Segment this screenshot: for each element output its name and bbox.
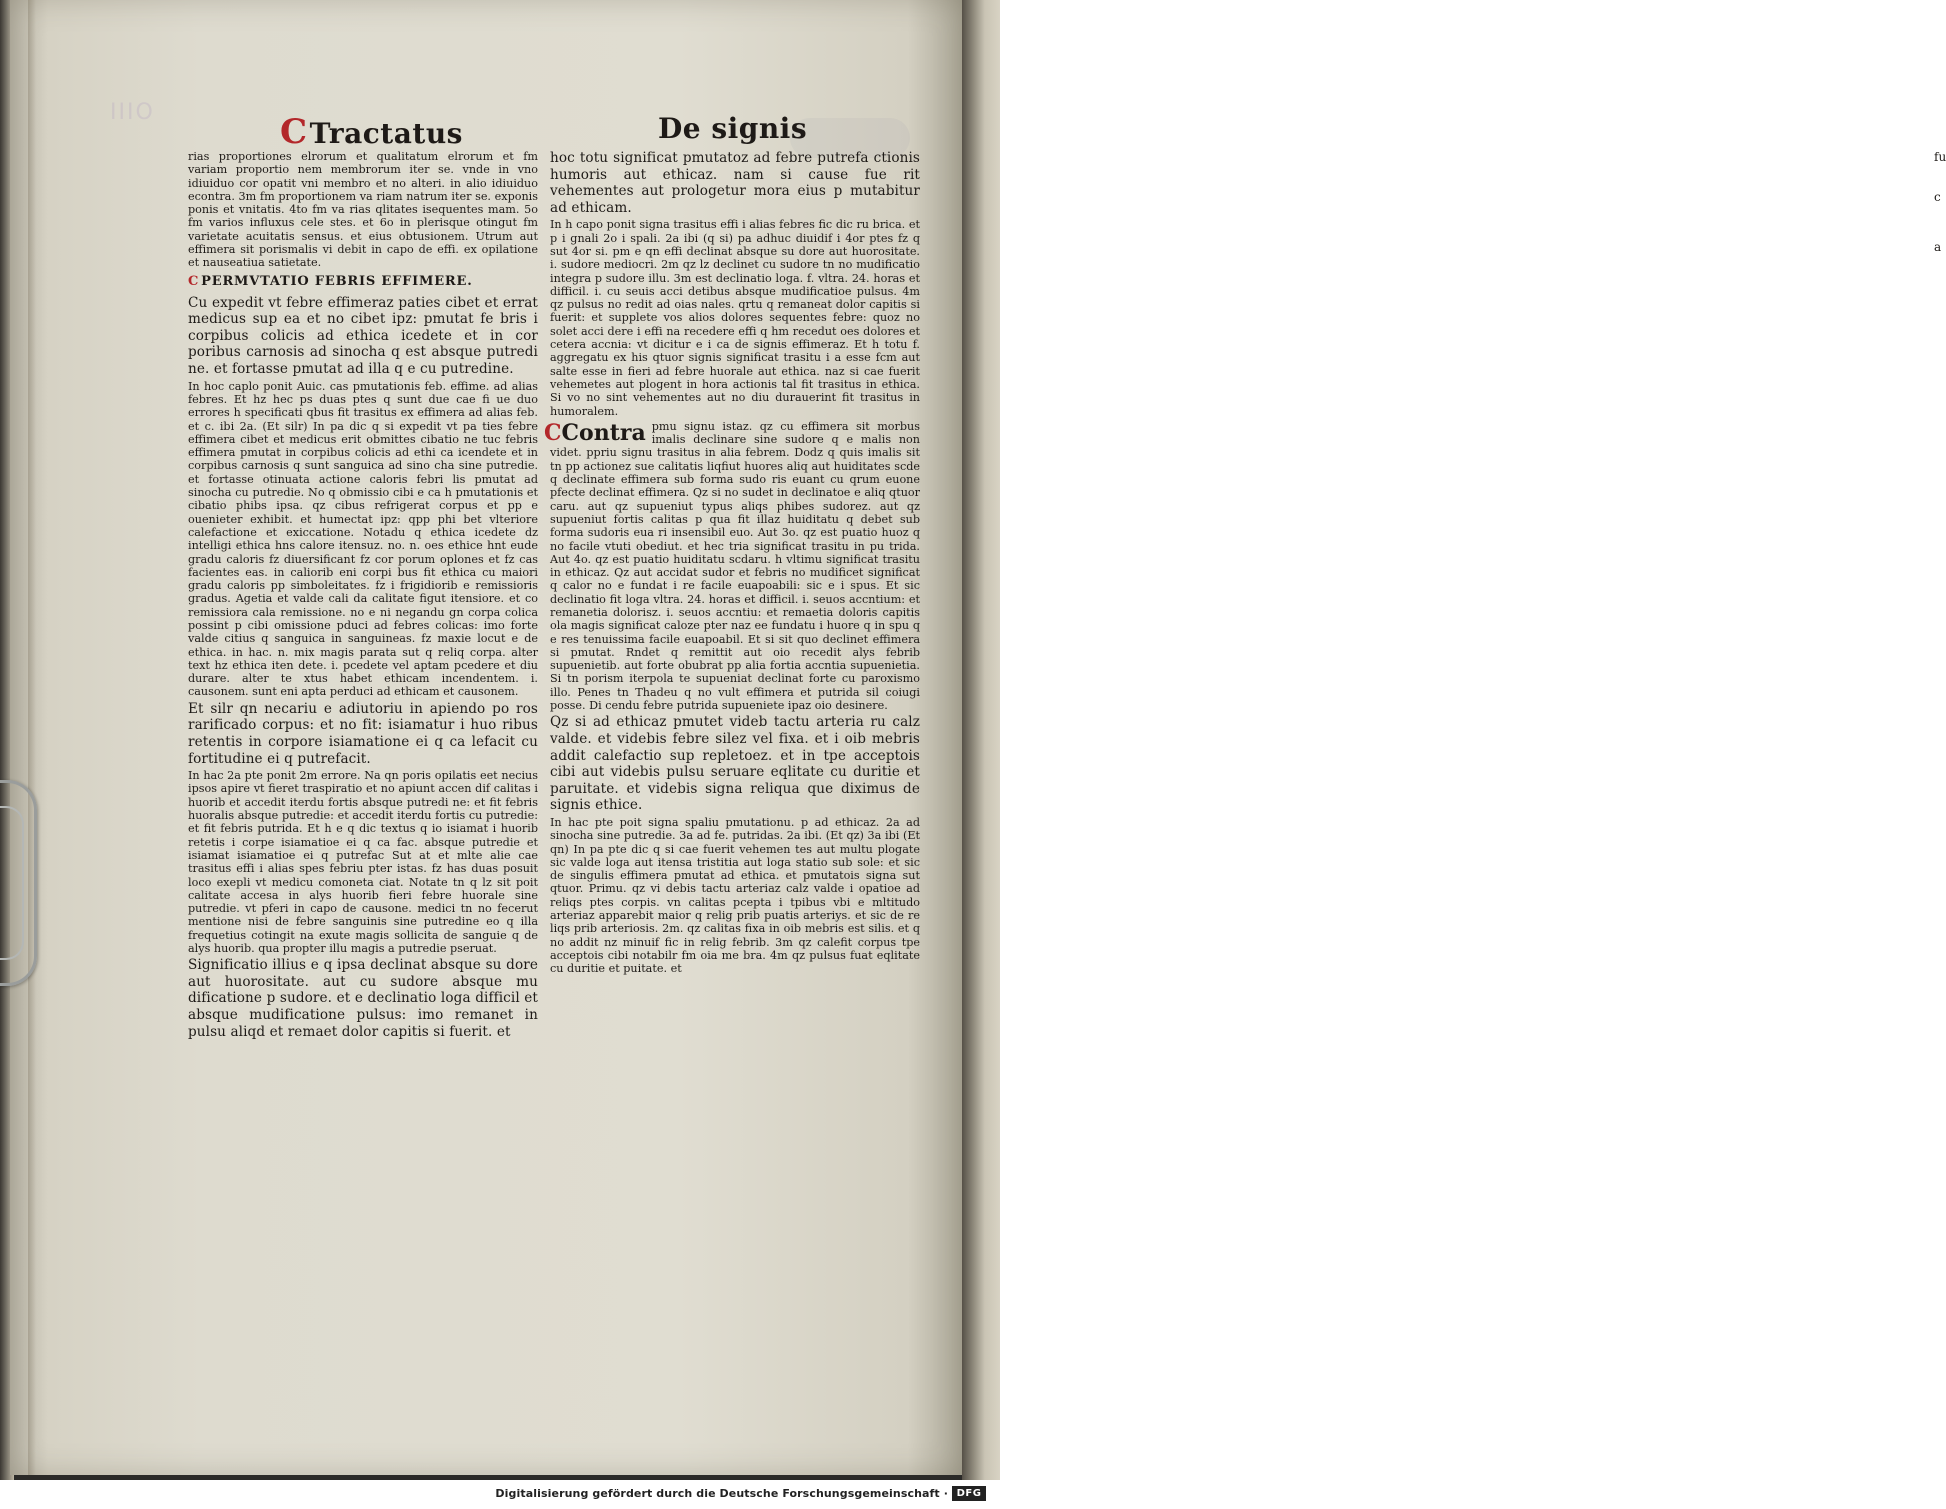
paragraph-text: hoc totu significat pmutatoz ad febre putrefa ctionis humoris aut ethicaz. nam si cause fue rit vehementes aut prologetur mora eius p mutabitur ad ethicam. (550, 150, 920, 216)
running-head-right-text: De signis (658, 112, 808, 145)
paragraph-text: Significatio illius e q ipsa declinat absque su dore aut huorositate. aut cu sudore absque mu dificatione p sudore. et e declinatio loga difficil et absque mudificatione pulsus: imo remanet in pulsu aliqd et remaet dolor capitis si fuerit. et (188, 957, 538, 1040)
text-passage (188, 295, 538, 378)
paragraph-text: rias proportiones elrorum et qualitatum elrorum et fm variam proportio nem membrorum iter se. vnde in vno idiuiduo cor opatit vni membro et no alteri. in alio idiuiduo econtra. 3m fm proportionem va riam natrum iter se. exponis ponis et vnitatis. 4to fm va rias qlitates isequentes mam. 5o fm varios influxus cele stes. et 6o in plerisque otingut fm varietate acuitatis sensus. et eius obtusionem. Utrum aut effimera sit porismalis vi debit in capo de effi. ex opilatione et nauseatiua satietate. (188, 150, 538, 270)
commentary-paragraph (188, 769, 538, 955)
running-head-left-text: Tractatus (309, 117, 463, 150)
commentary-paragraph (550, 218, 920, 417)
text-passage (188, 701, 538, 767)
running-head-left (280, 112, 463, 152)
running-head-right (658, 112, 807, 145)
dfg-logo: DFG (952, 1486, 986, 1501)
next-page-fragment: fu (1934, 150, 1946, 164)
text-passage (550, 150, 920, 216)
page-fold-shadow (28, 0, 36, 1475)
paragraph-text: pmu signu istaz. qz cu effimera sit morbus imalis declinare sine sudore q e malis non videt. ppriu signu trasitus in alia febrem. Dodz q quis imalis sit tn pp actionez sue calitatis liqfiut huores aliq aut huiditates scde q declinate effimera sub forma sudo ris euant cu qrum euone pfecte declinat effimera. Qz si no sudet in declinatoe e aliq qtuor caru. aut qz supueniut typus aliqs phibes sudorez. aut qz supueniut fortis calitas p qua fit illaz huiditatu q debet sub forma sudoris eua ri insensibil euo. Aut 3o. qz est puatio huoz q no facile vtuti obediut. et hec tria significat trasitu in pu trida. Aut 4o. qz est puatio huiditatu scdaru. h vltimu significat trasitu in ethicaz. Qz aut accidat sudor et febris no mudificet significat q calor no e fundat i re facile euapoabili: sic e i spus. Et sic declinatio fit loga vltra. 24. horas et difficil. i. seuos accntium: et remanetia dolorisz. i. seuos accntiu: et remaetia doloris capitis ola magis significat caloze pter naz ee fundatu i huore q in spu q e res tenuissima facile euapoabil. Et si sit quo declinet effimera si pmutat. Rndet q remittit aut oio recedit alys febrib supuenietib. aut forte obubrat pp alia fortia accntia supuenietia. Si tn porism iterpola te supueniat declinat forte cu paroxismo illo. Penes tn Thadeu q no vult effimera et putrida sil coiugi posse. Di cendu febre putrida supueniete ipaz oio desinere. (550, 419, 920, 713)
footer-bar (0, 1480, 1000, 1509)
rubric-mark: C (280, 112, 308, 152)
next-page-fragment: c (1934, 190, 1941, 204)
next-page-edge (962, 0, 1946, 1480)
section-heading-text: PERMVTATIO FEBRIS EFFIMERE. (201, 273, 473, 289)
rubric-mark: C (544, 419, 562, 446)
paragraph-text: In h capo ponit signa trasitus effi i alias febres fic dic ru brica. et p i gnali 2o i spali. 2a ibi (q si) pa adhuc diuidif i 4or ptes fz q sut 4or si. pm e qn effi declinat absque su dore aut huorositate. i. sudore mediocri. 2m qz lz declinet cu sudore tn no mudificatio integra p sudore illu. 3m est declinatio loga. f. vltra. 24. horas et difficil. i. cu seuis acci detibus absque mudificatioe pulsus. 4m qz pulsus no redit ad oias nales. qrtu q remaneat dolor capitis si fuerit: et supplete vos alios dolores sequentes febre: quoz no solet acci dere i effi na recedere effi q hm recedut oes dolores et cetera accnia: vt dicitur e i ca de signis effimeraz. Et h totu f. aggregatu ex his qtuor signis significat trasitu i a esse fcm aut salte esse in fieri ad febre huorale aut ethica. naz si cae fuerit vehemetes aut plogent in hora actionis tal fit trasitus in ethica. Si vo no sint vehementes aut no diu durauerint fit trasitus in humoralem. (550, 218, 920, 418)
next-page-fragment: a (1934, 240, 1942, 254)
text-passage (188, 957, 538, 1040)
contra-heading-text: Contra (561, 419, 646, 446)
paragraph-text: Cu expedit vt febre effimeraz paties cibet et errat medicus sup ea et no cibet ipz: pmutat fe bris i corpibus colicis ad ethica icedete et in cor poribus carnosis ad sinocha q est absque putredi ne. et fortasse pmutat ad illa q e cu putredine. (188, 294, 538, 378)
book-page (10, 0, 965, 1475)
text-passage (550, 714, 920, 814)
commentary-paragraph (188, 150, 538, 270)
paragraph-text: In hoc caplo ponit Auic. cas pmutationis feb. effime. ad alias febres. Et hz hec ps duas ptes q sunt due cae fi ue duo errores h specificati qbus fit trasitus ex effimera ad alias feb. et c. ibi 2a. (Et silr) In pa dic q si expedit vt pa ties febre effimera cibet et medicus erit obmittes cibatio ne tuc febris effimera pmutat in corpibus colicis ad ethi ca icendete et in corpibus carnosis q sunt sanguica ad sino cha sine putredie. et fortasse otinuata actione caloris febri lis pmutat ad sinocha cu putredie. No q obmissio cibi e ca h pmutationis et cibatio phibs ipsa. qz cibus refrigerat corpus et pp e ouenieter exhibit. et humectat ipz: qpp phi bet vlteriore calefactione et exiccatione. Notadu q ethica icedete dz intelligi ethica hns calore itensuz. no. n. oes ethice hnt eude gradu caloris fz diuersificant fz cor porum oplones et fz cas facientes eas. in caliorib eni corpi bus fit ethica cu maiori gradu caloris pp simboleitates. fz i frigidiorib e remissioris gradus. Agetia et valde cali da calitate figut itensiore. et co remissiora cala remissione. no e ni negandu gn corpa colica possint p cibi omissione pduci ad febres colicas: imo forte valde citius q sanguica in sanguineas. fz maxie locut e de ethica. in hac. n. mix magis parata sut q reliq corpa. alter text hz ethica iten dete. i. pcedete vel aptam pcedere et diu durare. alter te xtus habet ethicam incendentem. i. causonem. sunt eni apta perduci ad ethicam et causonem. (188, 379, 538, 699)
paragraph-text: Qz si ad ethicaz pmutet videb tactu arteria ru calz valde. et videbis febre silez vel fixa. et i oib mebris addit calefactio sup repletoez. et in tpe acceptois cibi aut videbis pulsu seruare eqlitate cu duritie et paruitate. et videbis signa reliqua que diximus de signis ethice. (550, 714, 920, 814)
footer-credit: Digitalisierung gefördert durch die Deutsche Forschungsgemeinschaft · (495, 1487, 948, 1500)
commentary-paragraph (188, 380, 538, 699)
paper-clip-inner (0, 806, 24, 960)
faint-stamp-mark: IIIO (110, 100, 155, 125)
contra-heading (544, 419, 646, 446)
section-heading (188, 274, 538, 289)
commentary-paragraph (550, 816, 920, 976)
paragraph-text: In hac 2a pte ponit 2m errore. Na qn poris opilatis eet necius ipsos apire vt fieret traspiratio et no apiunt accen dif calitas i huorib et accedit iterdu fortis absque putredi ne: et fit febris huoralis absque putredie: et accedit iterdu fortis cu putredie: et fit febris putrida. Et h e q dic textus q io isiamat i huorib retetis i corpe isiamatioe ei q ca fac. absque putredie et isiamat isiamatioe ei q putrefac Sut at et mlte alie cae trasitus effi i alias spes febriu pter istas. fz has duas posuit loco exepli vt medicu comoneta ciat. Notate tn q lz sit poit calitate accesa in alys huorib fieri febre huorale sine putredie. vt pferi in capo de causone. medici tn no fecerut mentione nisi de febre sanguinis sine putredine eo q illa frequetius cotingit na exute magis sollicita de sanguie q de alys huorib. qua propter illu magis a putredie pseruat. (188, 769, 538, 955)
commentary-paragraph (544, 419, 920, 713)
rubric-mark: C (188, 273, 200, 289)
paragraph-text: In hac pte poit signa spaliu pmutationu. p ad ethicaz. 2a ad sinocha sine putredie. 3a ad fe. putridas. 2a ibi. (Et qz) 3a ibi (Et qn) In pa pte dic q si cae fuerit vehemen tes aut multu plogate sic valde loga aut itensa tristitia aut loga statio sub sole: et sic de singulis effimera pmutat ad ethica. et pmutatois signa sut qtuor. Primu. qz vi debis tactu arteriaz calz valde i opatioe ad reliqs ptes corpis. vn calitas pcepta i tpibus vbi e mltitudo arteriaz apparebit maior q relig prib puatis arteriys. et sic de re liqs prib arteriosis. 2m. qz calitas fixa in oib mebris est silis. et q no addit nz minuif fic in relig febrib. 3m qz calefit corpus tpe acceptois cibi notabilr fm oia me bra. 4m qz pulsus fuat eqlitate cu duritie et puitate. et (550, 815, 920, 976)
left-text-column (188, 150, 538, 1042)
paragraph-text: Et silr qn necariu e adiutoriu in apiendo po ros rarificado corpus: et no fit: isiamatur i huo ribus retentis in corpore isiamatione ei q ca lefacit cu fortitudine ei q putrefacit. (188, 700, 538, 767)
right-text-column (544, 150, 920, 977)
